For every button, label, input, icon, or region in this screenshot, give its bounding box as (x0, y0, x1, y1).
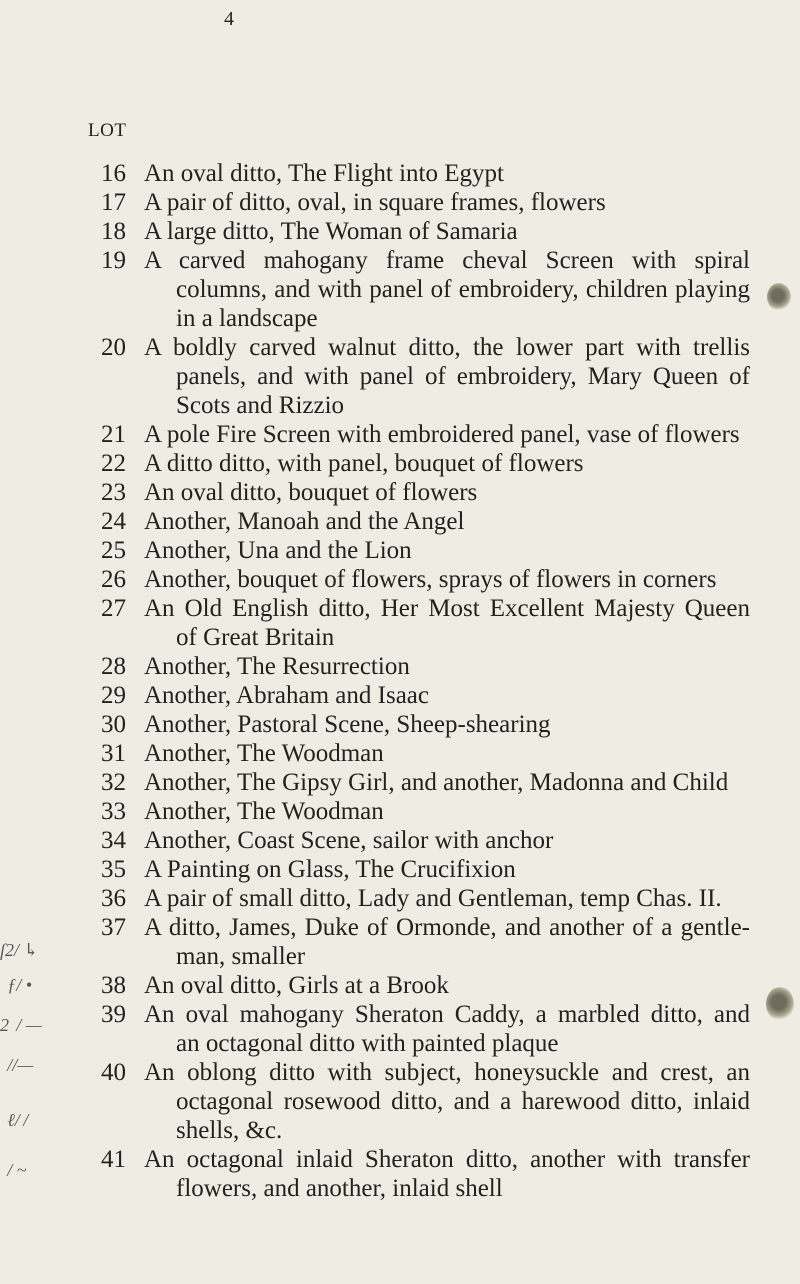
description-line: An oval ditto, The Flight into Egypt (144, 160, 504, 187)
lot-number: 38 (101, 972, 126, 999)
lot-entry (0, 971, 800, 1000)
description-line: of Great Britain (176, 624, 335, 651)
lot-description (144, 246, 750, 333)
lot-entry (0, 884, 800, 913)
lot-number: 24 (101, 508, 126, 535)
lot-entry (0, 826, 800, 855)
lot-description (144, 855, 750, 884)
description-line: An oblong ditto with subject, honeysuckle and crest, an (144, 1059, 750, 1086)
lot-description (144, 1000, 750, 1058)
lot-entry (0, 652, 800, 681)
description-line: A pair of small ditto, Lady and Gentleman, temp Chas. II. (144, 885, 722, 912)
pencil-annotation: 2 / — (0, 1015, 42, 1035)
description-line: shells, &c. (176, 1117, 283, 1144)
pencil-annotation: //— (0, 1055, 34, 1075)
description-line: A large ditto, The Woman of Samaria (144, 218, 518, 245)
lot-number: 26 (101, 566, 126, 593)
lot-entry (0, 188, 800, 217)
description-line: An octagonal inlaid Sheraton ditto, another with transfer (144, 1146, 750, 1173)
lot-description (144, 826, 750, 855)
lot-description (144, 420, 750, 449)
lot-number: 23 (101, 479, 126, 506)
lot-description (144, 913, 750, 971)
lot-description (144, 797, 750, 826)
lot-description (144, 536, 750, 565)
lot-number: 33 (101, 798, 126, 825)
lot-description (144, 188, 750, 217)
lot-entry (0, 913, 800, 971)
description-line: A carved mahogany frame cheval Screen with spiral (144, 247, 750, 274)
description-line: Another, Manoah and the Angel (144, 508, 465, 535)
lot-number: 27 (101, 595, 126, 622)
lot-entry (0, 449, 800, 478)
description-line: A pair of ditto, oval, in square frames, flowers (144, 189, 606, 216)
description-line: An oval ditto, bouquet of flowers (144, 479, 478, 506)
description-line: Another, Coast Scene, sailor with anchor (144, 827, 554, 854)
description-line: Another, Una and the Lion (144, 537, 412, 564)
lot-entry (0, 565, 800, 594)
description-line: A pole Fire Screen with embroidered panel, vase of flowers (144, 421, 740, 448)
lot-list (0, 159, 800, 1203)
lot-entry (0, 855, 800, 884)
lot-description (144, 884, 750, 913)
lot-entry (0, 1058, 800, 1145)
lot-number: 31 (101, 740, 126, 767)
lot-number: 41 (101, 1146, 126, 1173)
lot-description (144, 681, 750, 710)
lot-number: 35 (101, 856, 126, 883)
pencil-annotation: ſ2/ ↳ (0, 940, 39, 960)
lot-description (144, 710, 750, 739)
description-line: Another, The Gipsy Girl, and another, Madonna and Child (144, 769, 729, 796)
lot-number: 30 (101, 711, 126, 738)
lot-description (144, 971, 750, 1000)
lot-number: 22 (101, 450, 126, 477)
description-line: An oval ditto, Girls at a Brook (144, 972, 449, 999)
lot-description (144, 1058, 750, 1145)
lot-entry (0, 507, 800, 536)
page-number: 4 (224, 8, 234, 30)
lot-number: 34 (101, 827, 126, 854)
lot-entry (0, 246, 800, 333)
lot-entry (0, 478, 800, 507)
description-line: Another, Abraham and Isaac (144, 682, 429, 709)
description-line: A Painting on Glass, The Crucifixion (144, 856, 516, 883)
lot-number: 16 (101, 160, 126, 187)
description-line: columns, and with panel of embroidery, children playing (176, 276, 750, 303)
lot-entry (0, 797, 800, 826)
lot-description (144, 217, 750, 246)
description-line: man, smaller (176, 943, 306, 970)
lot-number: 20 (101, 334, 126, 361)
lot-number: 32 (101, 769, 126, 796)
lot-number: 17 (101, 189, 126, 216)
lot-entry (0, 768, 800, 797)
lot-description (144, 478, 750, 507)
description-line: in a landscape (176, 305, 318, 332)
lot-description (144, 768, 750, 797)
lot-description (144, 449, 750, 478)
lot-entry (0, 739, 800, 768)
lot-description (144, 1145, 750, 1203)
pencil-annotation: ƒ/ • (0, 975, 33, 995)
description-line: Another, Pastoral Scene, Sheep-shearing (144, 711, 551, 738)
lot-entry (0, 681, 800, 710)
lot-number: 29 (101, 682, 126, 709)
description-line: A ditto, James, Duke of Ormonde, and another of a gentle- (144, 914, 750, 941)
description-line: Another, The Woodman (144, 740, 384, 767)
lot-entry (0, 420, 800, 449)
lot-number: 18 (101, 218, 126, 245)
lot-number: 19 (101, 247, 126, 274)
lot-description (144, 159, 750, 188)
pencil-annotation: / ~ (0, 1160, 27, 1180)
description-line: An oval mahogany Sheraton Caddy, a marbled ditto, and (144, 1001, 750, 1028)
description-line: Another, The Resurrection (144, 653, 410, 680)
pencil-annotation: ℓ/ / (0, 1110, 29, 1130)
lot-entry (0, 594, 800, 652)
lot-number: 25 (101, 537, 126, 564)
description-line: Another, The Woodman (144, 798, 384, 825)
description-line: panels, and with panel of embroidery, Mary Queen of (176, 363, 750, 390)
lot-description (144, 507, 750, 536)
lot-description (144, 739, 750, 768)
description-line: A ditto ditto, with panel, bouquet of flowers (144, 450, 584, 477)
lot-number: 37 (101, 914, 126, 941)
lot-entry (0, 217, 800, 246)
lot-number: 39 (101, 1001, 126, 1028)
lot-entry (0, 710, 800, 739)
lot-description (144, 594, 750, 652)
lot-entry (0, 1145, 800, 1203)
lot-entry (0, 333, 800, 420)
lot-entry (0, 1000, 800, 1058)
description-line: an octagonal ditto with painted plaque (176, 1030, 559, 1057)
description-line: octagonal rosewood ditto, and a harewood ditto, inlaid (176, 1088, 750, 1115)
lot-column-header: LOT (88, 120, 127, 141)
lot-entry (0, 159, 800, 188)
lot-number: 28 (101, 653, 126, 680)
lot-number: 36 (101, 885, 126, 912)
description-line: A boldly carved walnut ditto, the lower part with trellis (144, 334, 750, 361)
description-line: flowers, and another, inlaid shell (176, 1175, 503, 1202)
lot-entry (0, 536, 800, 565)
description-line: An Old English ditto, Her Most Excellent Majesty Queen (144, 595, 750, 622)
lot-number: 21 (101, 421, 126, 448)
lot-description (144, 333, 750, 420)
description-line: Scots and Rizzio (176, 392, 345, 419)
lot-number: 40 (101, 1059, 126, 1086)
lot-description (144, 565, 750, 594)
description-line: Another, bouquet of flowers, sprays of flowers in corners (144, 566, 717, 593)
lot-description (144, 652, 750, 681)
